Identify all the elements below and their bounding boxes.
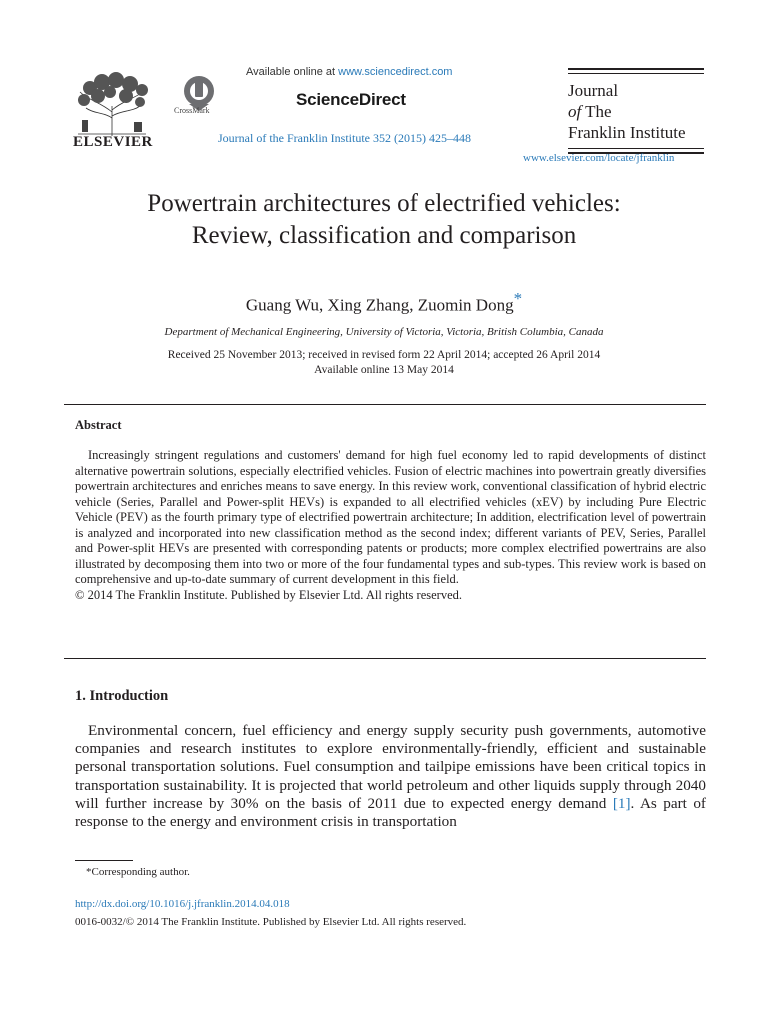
available-prefix: Available online at (246, 66, 339, 78)
abstract-text: Increasingly stringent regulations and customers' demand for high fuel economy led to rapid developments of distinct alternative powertrain solutions, especially electrified vehicles. Fusion of electric machines into powertrain greatly diversifies powertrain architectures and enriches means to save energy. In this review work, conventional classification of hybrid electric vehicle (Series, Parallel and Power-split HEVs) is expanded to all electrified vehicles (xEV) by including Pure Electric Vehicle (PEV) as the fourth primary type of electrified powertrain architecture; In addition, electrification level of powertrain is analyzed and incorporated into new classification method as the second index; different variants of PEV, Series, Parallel and Power-split HEVs are presented with corresponding patents or products; more complex electrified powertrains are also illustrated by decomposing them into two or more of the four fundamental types and sub-types. This review work is based on comprehensive and up-to-date summary of current development in this field. (75, 448, 706, 586)
elsevier-tree-logo (70, 66, 154, 144)
journal-name-the: The (581, 102, 612, 121)
sciencedirect-brand: ScienceDirect (296, 90, 406, 109)
journal-name-line3: Franklin Institute (568, 123, 686, 142)
abstract-bottom-rule (64, 658, 706, 659)
intro-text-end: . As part of response to the energy and environment crisis in transportation (75, 794, 706, 831)
title-line1: Powertrain architectures of electrified vehicles: (147, 190, 621, 217)
corresponding-author-mark[interactable]: * (513, 289, 523, 308)
footnote-rule (75, 860, 133, 861)
author-list (0, 289, 768, 316)
publisher-name: ELSEVIER (73, 134, 153, 150)
footnote-corresponding-author: *Corresponding author. (86, 866, 190, 878)
available-online-date: Available online 13 May 2014 (314, 364, 454, 376)
received-dates: Received 25 November 2013; received in revised form 22 April 2014; accepted 26 April 2014 (167, 349, 601, 361)
journal-homepage-link[interactable]: www.elsevier.com/locate/jfranklin (523, 152, 675, 164)
article-title (0, 188, 768, 252)
sciencedirect-link[interactable]: www.sciencedirect.com (338, 66, 453, 78)
available-online-line (246, 66, 452, 78)
title-line2: Review, classification and comparison (191, 222, 577, 249)
intro-text-start: Environmental concern, fuel efficiency and energy supply security push governments, automotive companies and research institutes to explore environmentally-friendly, efficient and sustainable personal transportation solutions. Fuel consumption and tailpipe emissions have been critical topics in transportation sustainability. It is projected that world petroleum and other liquids supply through 2040 will further increase by 30% on the basis of 2011 due to expected energy demand (75, 722, 706, 812)
abstract-copyright: © 2014 The Franklin Institute. Published by Elsevier Ltd. All rights reserved. (75, 587, 462, 602)
section-heading-introduction: 1. Introduction (75, 688, 169, 704)
journal-name-line1: Journal (568, 81, 619, 100)
doi-link[interactable]: http://dx.doi.org/10.1016/j.jfranklin.2014.04.018 (75, 898, 290, 910)
journal-name-line2 (568, 101, 704, 122)
authors-text: Guang Wu, Xing Zhang, Zuomin Dong (245, 295, 514, 315)
abstract-top-rule (64, 404, 706, 405)
introduction-paragraph (75, 722, 706, 831)
issn-copyright: 0016-0032/© 2014 The Franklin Institute. Published by Elsevier Ltd. All rights reserved. (75, 916, 467, 928)
journal-masthead (568, 68, 704, 154)
article-dates (0, 348, 768, 378)
journal-name-of: of (568, 102, 582, 121)
affiliation: Department of Mechanical Engineering, University of Victoria, Victoria, British Columbia, Canada (164, 326, 604, 338)
masthead-rule-top (568, 68, 704, 74)
abstract-heading: Abstract (75, 418, 122, 432)
crossmark-label: CrossMark (174, 106, 210, 115)
abstract-body (75, 448, 706, 603)
journal-citation-link[interactable]: Journal of the Franklin Institute 352 (2015) 425–448 (218, 131, 471, 145)
reference-link-1[interactable]: [1] (612, 794, 631, 812)
